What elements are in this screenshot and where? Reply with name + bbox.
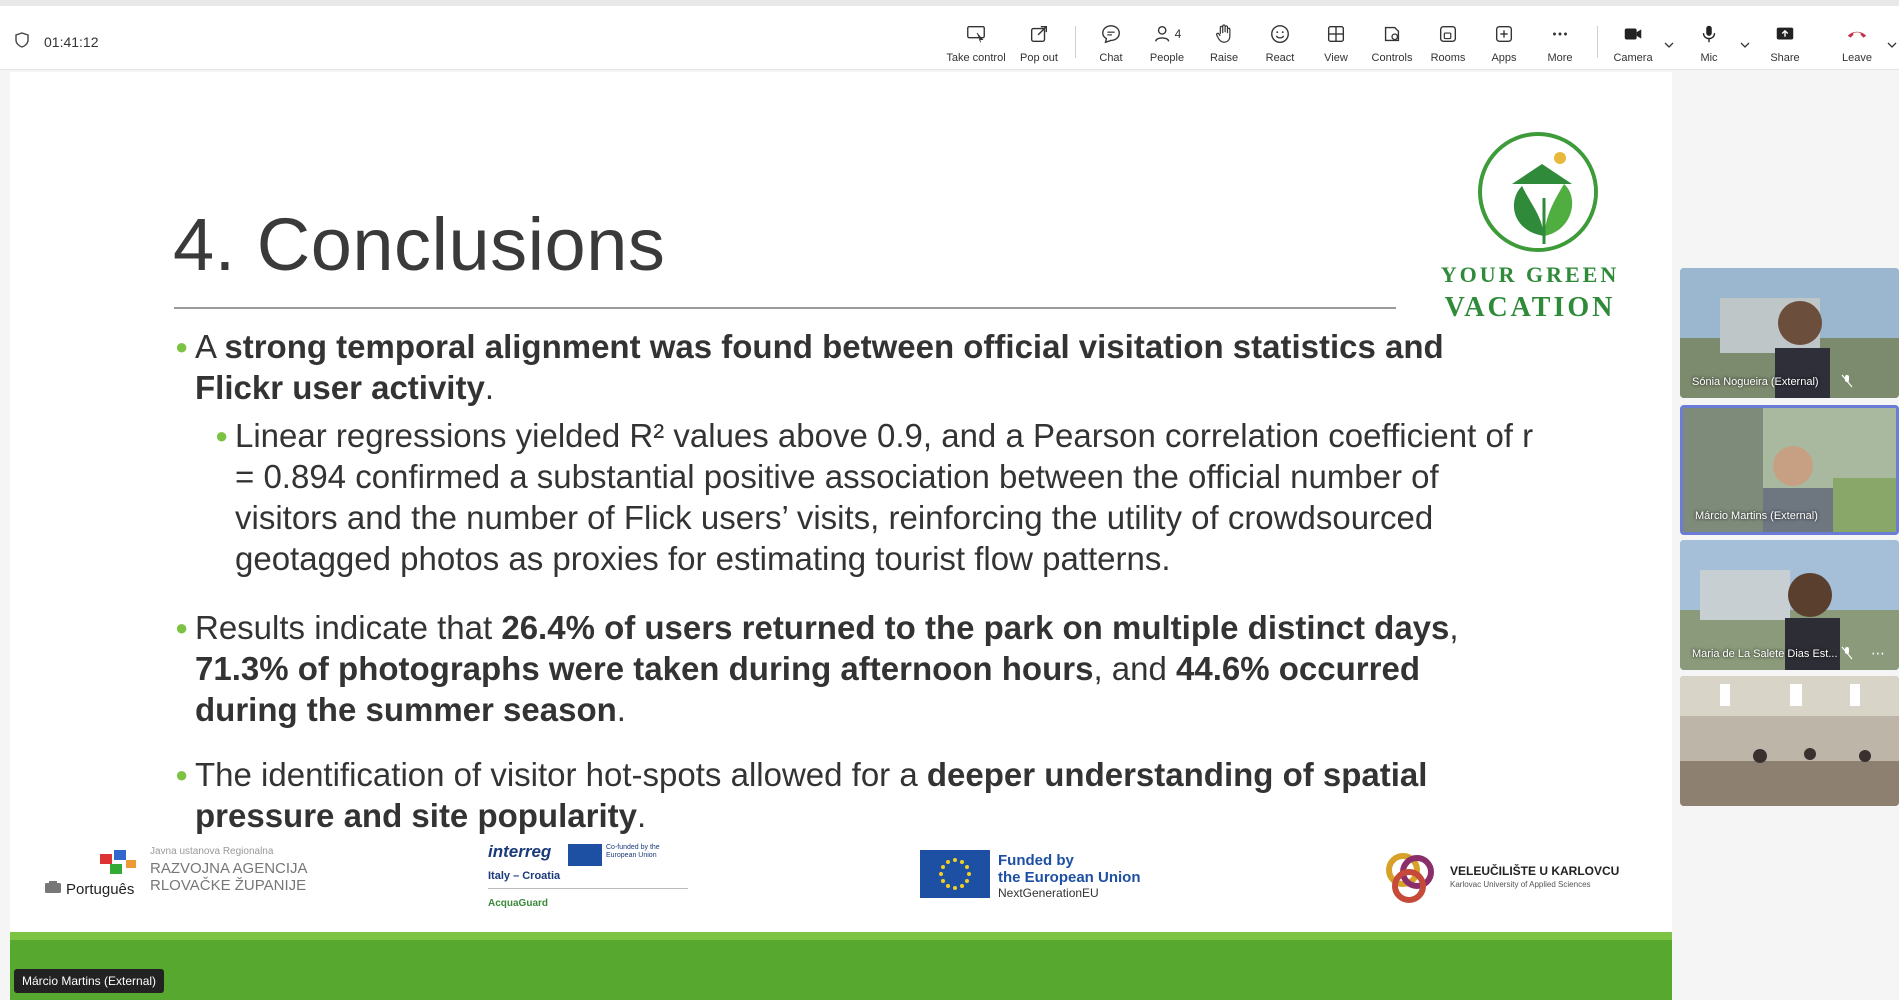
chat-icon <box>1099 22 1123 46</box>
bullet-hotspots <box>175 754 1505 836</box>
cofunded-text: Co-funded by the European Union <box>606 844 660 859</box>
acquaguard-text: AcquaGuard <box>488 898 549 909</box>
meeting-toolbar <box>0 0 1899 70</box>
logo-text-line1: YOUR GREEN <box>1440 262 1620 287</box>
bullet-text: . <box>636 797 647 834</box>
language-label: Português <box>66 880 135 898</box>
bullet-text: Results indicate that <box>195 609 502 646</box>
people-count: 4 <box>1174 27 1182 41</box>
interreg-divider <box>488 888 688 889</box>
timer-text: 01:41:12 <box>44 33 99 50</box>
pop-out-button[interactable] <box>1008 18 1070 68</box>
mic-button[interactable] <box>1678 18 1740 68</box>
leave-button[interactable] <box>1826 18 1888 68</box>
mic-options-chevron-icon[interactable] <box>1739 38 1751 50</box>
controls-icon <box>1380 22 1404 46</box>
chat-label: Chat <box>1099 52 1123 64</box>
bullet-dot-icon: ● <box>175 615 189 640</box>
plus-icon <box>1492 22 1516 46</box>
share-label: Share <box>1770 52 1800 64</box>
bullet-temporal-alignment <box>175 326 1495 408</box>
mic-muted-icon <box>1841 646 1853 660</box>
slide-footer-bar <box>10 932 1672 1000</box>
bullet-bold-text: deeper understanding of spatial pressure and site popularity <box>195 756 1428 834</box>
participant-tile[interactable] <box>1680 540 1899 670</box>
participant-name: Sónia Nogueira (External) <box>1692 376 1819 388</box>
bullet-dot-icon: ● <box>175 334 189 359</box>
bullet-results <box>175 607 1505 730</box>
funded-by-line2: the European Union <box>998 869 1141 886</box>
toolbar-divider <box>1075 26 1076 58</box>
camera-icon <box>1621 22 1645 46</box>
funded-by-line1: Funded by <box>998 852 1074 869</box>
bullet-bold-text: 26.4% of users returned to the park on multiple distinct days <box>501 609 1450 646</box>
sub-bullet-regressions <box>215 415 1535 579</box>
rooms-label: Rooms <box>1430 52 1466 64</box>
bullet-text: A <box>195 328 225 365</box>
controls-button[interactable] <box>1361 18 1423 68</box>
university-name: VELEUČILIŠTE U KARLOVCU <box>1450 864 1620 878</box>
rooms-button[interactable] <box>1417 18 1479 68</box>
raise-hand-button[interactable] <box>1193 18 1255 68</box>
mic-label: Mic <box>1700 52 1718 64</box>
controls-label: Controls <box>1371 52 1413 64</box>
microphone-icon <box>1697 22 1721 46</box>
participant-name: Márcio Martins (External) <box>1695 510 1818 522</box>
bullet-text: , <box>1449 609 1459 646</box>
interreg-logo <box>488 842 698 922</box>
leave-label: Leave <box>1842 52 1872 64</box>
smiley-icon <box>1268 22 1292 46</box>
bullet-dot-icon: ● <box>215 423 229 448</box>
mic-muted-icon <box>1841 374 1853 388</box>
people-button[interactable] <box>1136 18 1198 68</box>
grid-icon <box>1324 22 1348 46</box>
take-control-button[interactable] <box>945 18 1007 68</box>
bullet-text: The identification of visitor hot-spots allowed for a <box>195 756 927 793</box>
participant-more-icon[interactable]: ⋯ <box>1871 645 1885 661</box>
participant-tile[interactable] <box>1680 676 1899 806</box>
translate-icon <box>44 880 62 898</box>
eu-flag-icon <box>568 844 602 866</box>
leave-options-chevron-icon[interactable] <box>1886 38 1898 50</box>
shared-presentation-slide <box>10 72 1672 1000</box>
view-label: View <box>1324 52 1348 64</box>
toolbar-divider <box>1597 26 1598 58</box>
rooms-icon <box>1436 22 1460 46</box>
camera-button[interactable] <box>1602 18 1664 68</box>
italy-croatia-text: Italy – Croatia <box>488 870 561 882</box>
people-label: People <box>1149 52 1185 64</box>
ellipsis-icon <box>1548 22 1572 46</box>
apps-button[interactable] <box>1473 18 1535 68</box>
bullet-bold-text: 44.6% occurred during the summer season <box>195 650 1420 728</box>
bullet-text: Linear regressions yielded R² values above 0.9, and a Pearson correlation coefficient of r = 0.894 confirmed a substantial positive association between the official number of visitors and the number of Flick users’ visits, reinforcing the utility of crowdsourced geotagged photos as proxies for estimating tourist flow patterns. <box>235 417 1534 577</box>
karlovac-university-logo <box>1370 840 1630 920</box>
bullet-dot-icon: ● <box>175 762 189 787</box>
participant-tile[interactable] <box>1680 268 1899 398</box>
raise-label: Raise <box>1209 52 1239 64</box>
take-control-label: Take control <box>946 52 1006 64</box>
bullet-bold-text: strong temporal alignment was found between official visitation statistics and Flickr user activity <box>195 328 1444 406</box>
participant-tile-active[interactable] <box>1680 405 1899 535</box>
camera-options-chevron-icon[interactable] <box>1663 38 1675 50</box>
video-feed <box>1680 676 1899 806</box>
take-control-icon <box>964 22 988 46</box>
eu-funding-logo <box>920 850 1160 900</box>
bullet-text: . <box>484 369 494 406</box>
pop-out-icon <box>1027 22 1051 46</box>
pop-out-label: Pop out <box>1020 52 1058 64</box>
hand-icon <box>1212 22 1236 46</box>
more-label: More <box>1547 52 1573 64</box>
camera-label: Camera <box>1613 52 1653 64</box>
more-button[interactable] <box>1529 18 1591 68</box>
bullet-text: . <box>616 691 626 728</box>
shield-icon <box>14 32 30 51</box>
bullet-bold-text: 71.3% of photographs were taken during afternoon hours <box>195 650 1094 687</box>
meeting-timer <box>14 32 99 51</box>
agency-name-line2: RLOVAČKE ŽUPANIJE <box>150 877 307 894</box>
react-button[interactable] <box>1249 18 1311 68</box>
people-icon <box>1150 22 1184 46</box>
share-button[interactable] <box>1754 18 1816 68</box>
eu-flag-icon <box>920 850 990 898</box>
hang-up-icon <box>1845 22 1869 46</box>
view-button[interactable] <box>1305 18 1367 68</box>
agency-small-text: Javna ustanova Regionalna <box>150 846 274 857</box>
language-selector[interactable] <box>40 878 138 900</box>
react-label: React <box>1265 52 1295 64</box>
funded-by-text <box>998 852 1141 886</box>
active-speaker-label: Márcio Martins (External) <box>14 969 164 993</box>
interreg-text: interreg <box>488 842 552 861</box>
share-screen-icon <box>1773 22 1797 46</box>
knot-logo-icon <box>1375 844 1445 914</box>
agency-name <box>150 860 308 894</box>
bullet-text: , and <box>1093 650 1177 687</box>
university-subtitle: Karlovac University of Applied Sciences <box>1450 880 1591 889</box>
participant-name: Maria de La Salete Dias Est... <box>1692 648 1838 660</box>
title-divider <box>174 307 1396 309</box>
slide-title: 4. Conclusions <box>173 203 666 286</box>
agency-name-line1: RAZVOJNA AGENCIJA <box>150 860 308 877</box>
apps-label: Apps <box>1491 52 1517 64</box>
leaf-logo-icon <box>1478 132 1598 252</box>
your-green-vacation-logo <box>1428 132 1628 332</box>
logo-text-line2: VACATION <box>1444 292 1616 323</box>
nextgen-text: NextGenerationEU <box>998 886 1099 900</box>
chat-button[interactable] <box>1080 18 1142 68</box>
